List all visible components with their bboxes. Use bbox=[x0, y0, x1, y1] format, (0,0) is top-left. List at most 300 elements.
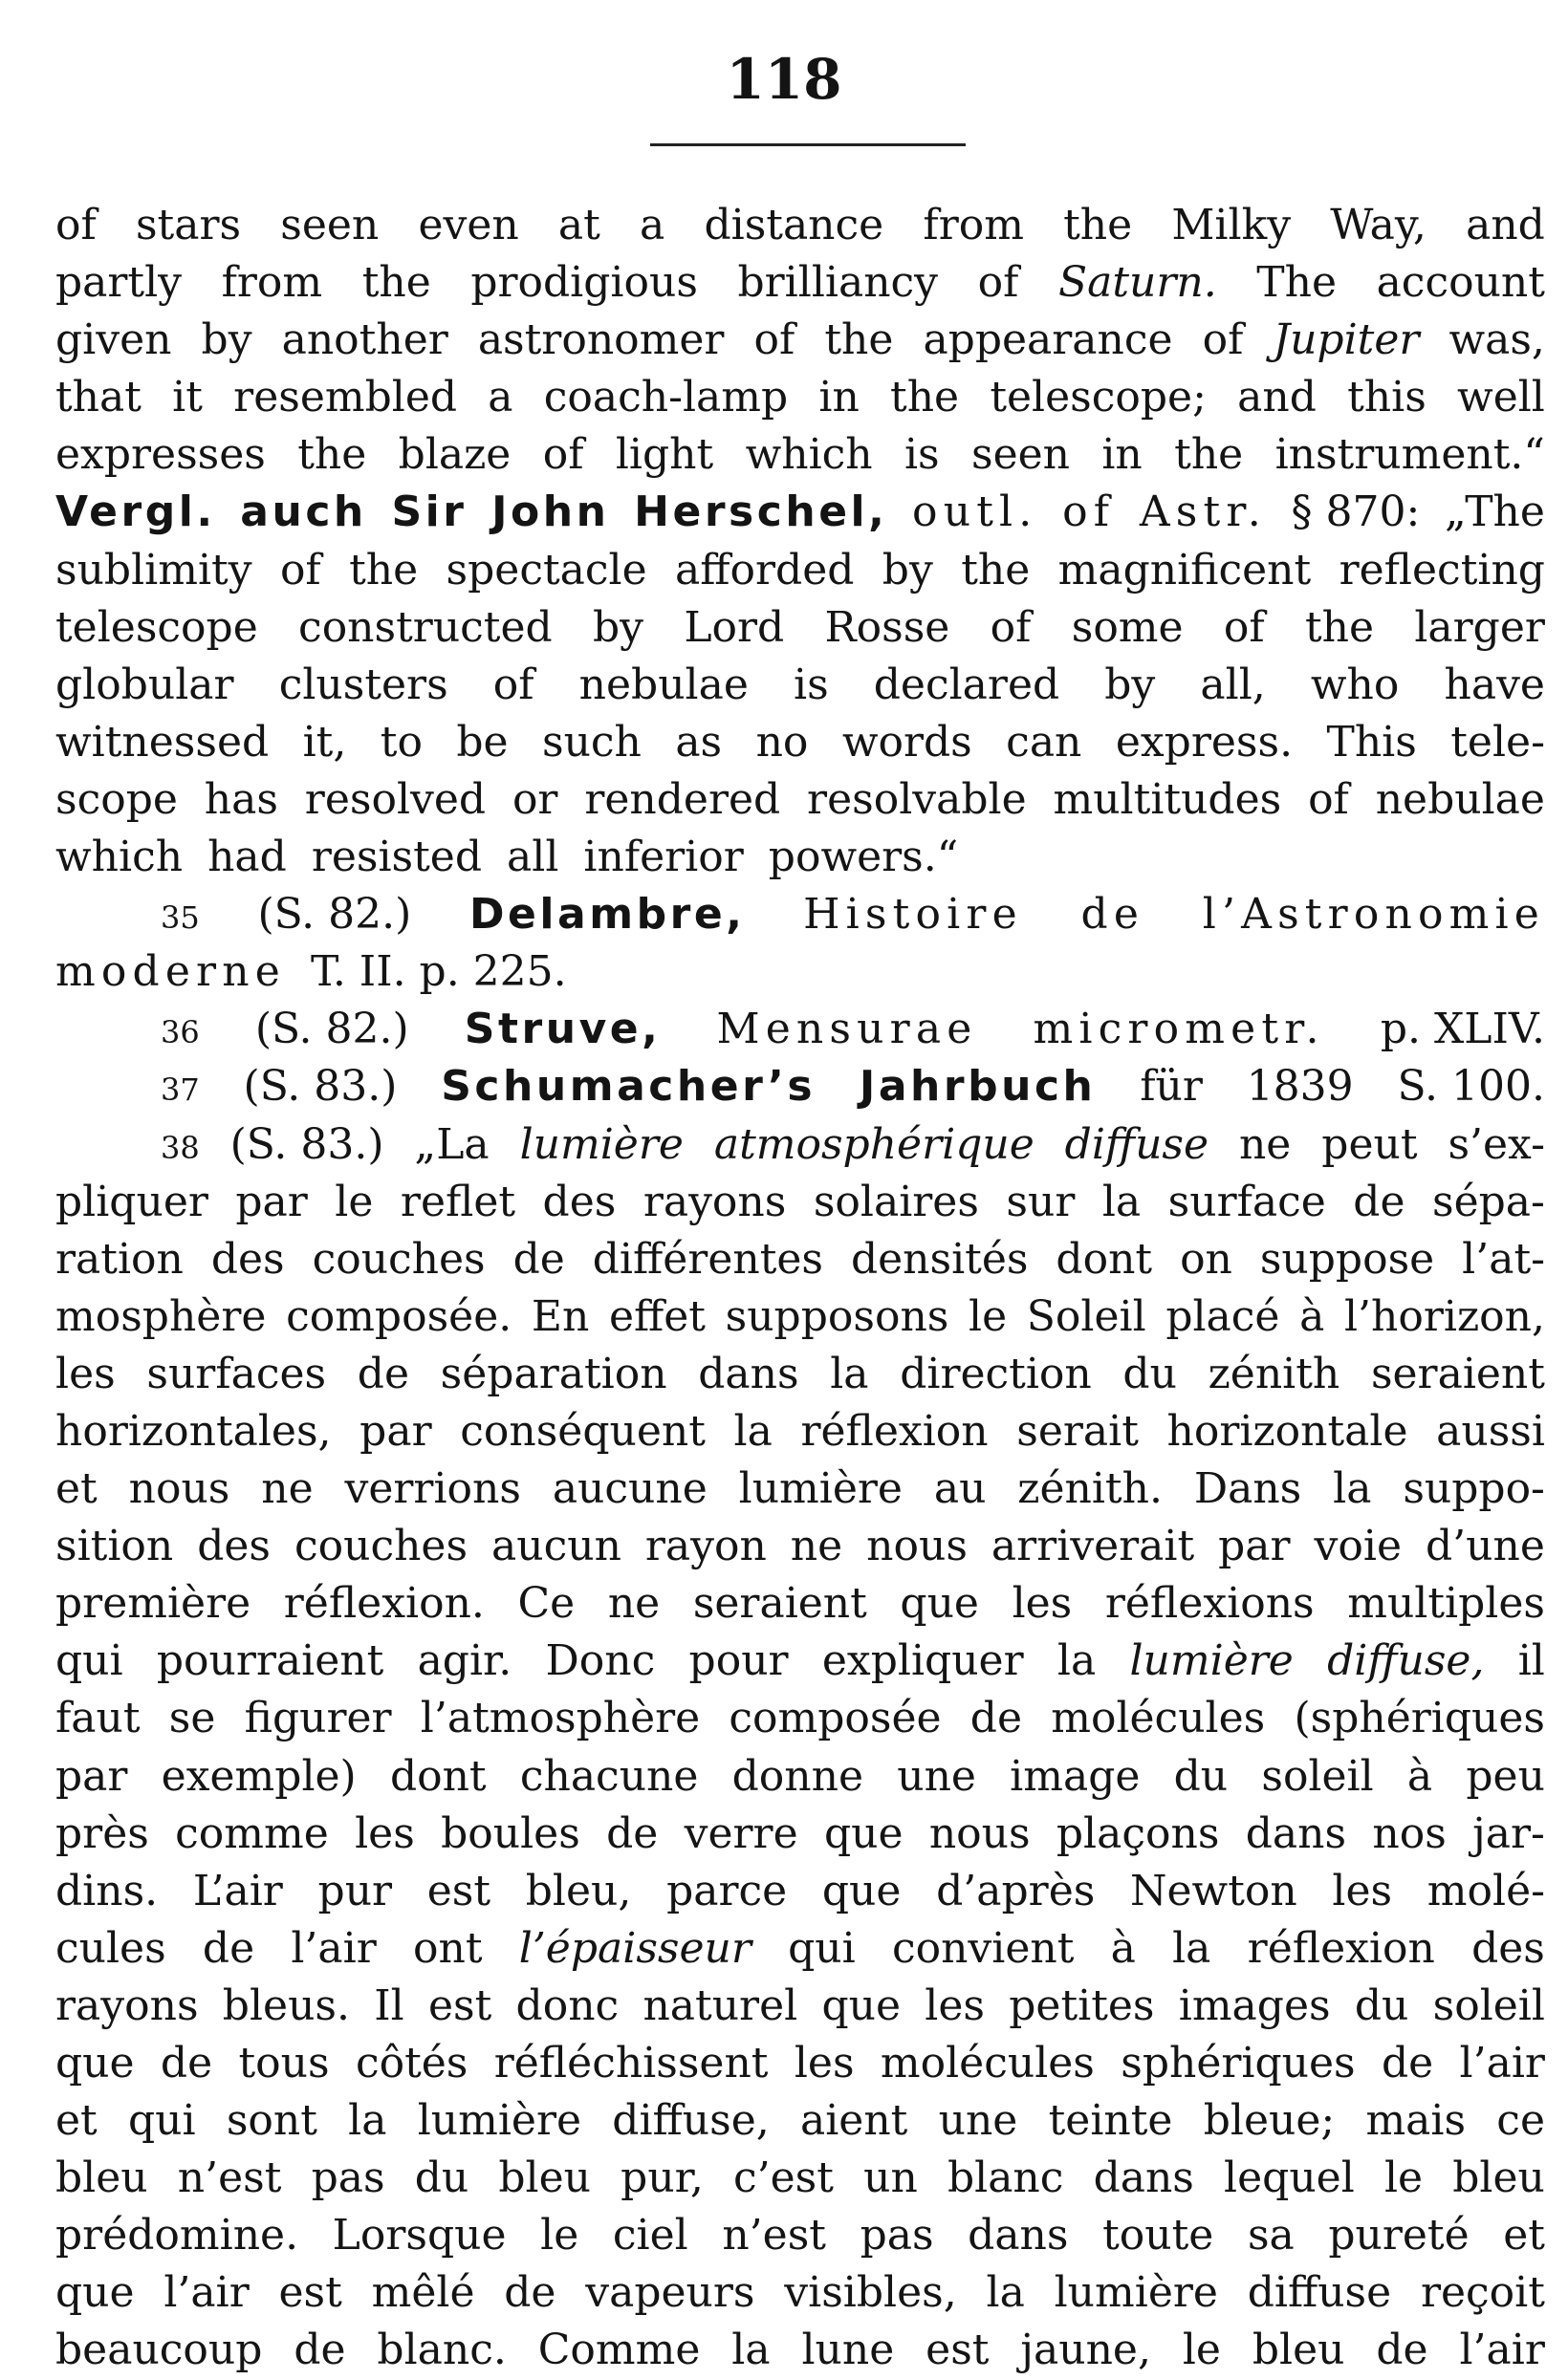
word: brilliancy bbox=[737, 258, 939, 308]
word: it, bbox=[302, 717, 347, 767]
word: par bbox=[55, 1751, 128, 1801]
word: aucune bbox=[552, 1464, 708, 1514]
word: reflecting bbox=[1339, 545, 1545, 595]
word: Jahrbuch bbox=[859, 1062, 1097, 1112]
word: „La bbox=[414, 1119, 490, 1169]
word: nous bbox=[866, 1522, 968, 1571]
word: du bbox=[1173, 1751, 1229, 1801]
word: suppo- bbox=[1403, 1464, 1545, 1514]
word: il bbox=[1517, 1636, 1545, 1686]
word: expliquer bbox=[821, 1636, 1024, 1686]
word: resisted bbox=[311, 833, 483, 882]
word: le bbox=[335, 1177, 374, 1226]
word: lumière bbox=[738, 1464, 903, 1514]
word: de bbox=[202, 1923, 255, 1973]
word: sition bbox=[55, 1522, 174, 1571]
word: the bbox=[1304, 602, 1375, 652]
word: dans bbox=[1245, 1808, 1347, 1858]
text-line bbox=[55, 197, 1545, 254]
word: naturel bbox=[642, 1980, 798, 2030]
word: of bbox=[1202, 315, 1244, 365]
word: Dans bbox=[1193, 1464, 1302, 1514]
word: sphériques bbox=[1121, 2039, 1356, 2088]
word: Vergl. bbox=[55, 487, 216, 537]
word: de bbox=[969, 1694, 1023, 1743]
word: a bbox=[488, 373, 513, 422]
word: surfaces bbox=[146, 1349, 327, 1398]
word: du bbox=[1122, 1349, 1177, 1398]
word: partly bbox=[55, 258, 183, 308]
word: lumière bbox=[417, 2096, 582, 2146]
word: les bbox=[55, 1349, 116, 1398]
word: aucun bbox=[491, 1522, 621, 1571]
word: de bbox=[1381, 2039, 1434, 2088]
word: couches bbox=[312, 1234, 486, 1284]
text-line bbox=[55, 1920, 1545, 1978]
word: cules bbox=[55, 1923, 166, 1973]
word: as bbox=[675, 717, 723, 767]
word: de bbox=[512, 1234, 565, 1284]
text-line bbox=[55, 1518, 1545, 1575]
word: l’atmosphère bbox=[420, 1694, 701, 1743]
word: sont bbox=[226, 2096, 317, 2146]
word: S. 100. bbox=[1397, 1062, 1545, 1112]
word: by bbox=[1104, 660, 1156, 709]
word: l’horizon, bbox=[1343, 1291, 1545, 1341]
word: par bbox=[1218, 1522, 1291, 1571]
word: figurer bbox=[244, 1694, 392, 1743]
word: la bbox=[1101, 1177, 1142, 1226]
text-line bbox=[55, 1690, 1545, 1747]
word: Ce bbox=[517, 1579, 576, 1629]
word: seen bbox=[971, 430, 1070, 480]
word: de bbox=[1353, 1177, 1405, 1226]
word: au bbox=[933, 1464, 987, 1514]
word: coach-lamp bbox=[543, 373, 789, 422]
word: or bbox=[512, 774, 558, 824]
word: première bbox=[55, 1579, 251, 1629]
word: of bbox=[1223, 602, 1265, 652]
word: de bbox=[294, 2326, 346, 2375]
word: pourraient bbox=[156, 1636, 384, 1686]
word: est bbox=[427, 1980, 492, 2030]
word: image bbox=[1010, 1751, 1141, 1801]
word: the bbox=[890, 373, 960, 422]
word: multitudes bbox=[1053, 774, 1282, 824]
word: rayons bbox=[55, 1980, 199, 2030]
word: of bbox=[1308, 774, 1349, 824]
word: s’ex- bbox=[1448, 1119, 1545, 1169]
word: serait bbox=[1016, 1406, 1139, 1456]
word: Lord bbox=[684, 602, 785, 652]
word: d’une bbox=[1425, 1522, 1545, 1571]
word: Way, bbox=[1330, 201, 1426, 249]
word: lumière bbox=[1054, 2268, 1218, 2318]
word: some bbox=[1071, 602, 1184, 652]
word: la bbox=[1056, 1636, 1097, 1686]
word: of bbox=[492, 660, 534, 709]
word: had bbox=[207, 833, 287, 882]
word: les bbox=[794, 2039, 855, 2088]
word: composée bbox=[729, 1694, 942, 1743]
word: se bbox=[168, 1694, 216, 1743]
word: la bbox=[830, 1349, 869, 1398]
word: pur, bbox=[621, 2153, 704, 2203]
word: Soleil bbox=[1026, 1291, 1146, 1341]
word: à bbox=[1406, 1751, 1433, 1801]
word: Herschel, bbox=[634, 487, 888, 537]
word: jaune, bbox=[1020, 2326, 1151, 2375]
word: „The bbox=[1444, 487, 1545, 537]
word: un bbox=[863, 2153, 918, 2203]
word: rayon bbox=[644, 1522, 767, 1571]
word: all, bbox=[1200, 660, 1266, 709]
word: horizontales, bbox=[55, 1406, 332, 1456]
word: de bbox=[357, 1349, 409, 1398]
word: aussi bbox=[1436, 1406, 1545, 1456]
word: pas bbox=[311, 2153, 385, 2203]
word: witnessed bbox=[55, 717, 270, 767]
word: bleu, bbox=[525, 1866, 632, 1915]
word: vapeurs bbox=[585, 2268, 755, 2318]
header-rule bbox=[650, 143, 966, 146]
word: of bbox=[753, 315, 795, 365]
word: astronomer bbox=[477, 315, 725, 365]
word: qui bbox=[788, 1923, 856, 1973]
word: on bbox=[1180, 1234, 1232, 1284]
word: ce bbox=[1496, 2096, 1545, 2146]
word: this bbox=[1347, 373, 1426, 422]
word: réfléchissent bbox=[493, 2039, 769, 2088]
word: est bbox=[926, 2326, 990, 2375]
word: micrometr. bbox=[1033, 1005, 1325, 1054]
word: est bbox=[278, 2268, 342, 2318]
word: diffuse bbox=[1064, 1119, 1209, 1169]
word: from bbox=[923, 201, 1024, 249]
text-line bbox=[55, 312, 1545, 369]
word: outl. bbox=[912, 487, 1038, 537]
word: d’après bbox=[936, 1866, 1096, 1915]
word: couches bbox=[294, 1522, 468, 1571]
word: sépa- bbox=[1432, 1177, 1545, 1226]
word: Schumacher’s bbox=[441, 1062, 817, 1112]
word: donc bbox=[515, 1980, 620, 2030]
text-line bbox=[55, 2035, 1545, 2092]
word: of bbox=[990, 602, 1032, 652]
word: the bbox=[297, 430, 367, 480]
word: of bbox=[977, 258, 1019, 308]
word: lumière bbox=[519, 1119, 684, 1169]
text-line bbox=[55, 1575, 1545, 1633]
word: Milky bbox=[1171, 201, 1292, 249]
word: 36 bbox=[161, 1014, 200, 1051]
text-line bbox=[55, 369, 1545, 426]
text-line bbox=[55, 1346, 1545, 1403]
word: afforded bbox=[675, 545, 855, 595]
word: des bbox=[197, 1522, 271, 1571]
word: une bbox=[897, 1751, 976, 1801]
word: powers.“ bbox=[768, 833, 959, 882]
word: appearance bbox=[923, 315, 1173, 365]
word: Sir bbox=[391, 487, 468, 537]
word: T. II. p. 225. bbox=[310, 947, 567, 997]
word: l’Astronomie bbox=[1202, 890, 1545, 940]
text-line bbox=[55, 1863, 1545, 1920]
word: diffuse, bbox=[1327, 1636, 1485, 1686]
word: ration bbox=[55, 1234, 184, 1284]
word: faut bbox=[55, 1694, 141, 1743]
text-line bbox=[55, 886, 1545, 943]
word: multiples bbox=[1347, 1579, 1545, 1629]
word: lumière bbox=[1129, 1636, 1294, 1686]
word: which bbox=[745, 430, 873, 480]
word: zénith. bbox=[1017, 1464, 1163, 1514]
text-line bbox=[55, 1403, 1545, 1460]
text-line bbox=[55, 599, 1545, 657]
word: Donc bbox=[545, 1636, 656, 1686]
text-line bbox=[55, 426, 1545, 484]
word: tele- bbox=[1450, 717, 1545, 767]
word: donne bbox=[731, 1751, 864, 1801]
word: et bbox=[1503, 2211, 1545, 2261]
word: n’est bbox=[177, 2153, 282, 2203]
word: petites bbox=[1009, 1980, 1155, 2030]
word: Il bbox=[374, 1980, 404, 2030]
text-line bbox=[55, 771, 1545, 829]
word: scope bbox=[55, 774, 178, 824]
word: nous bbox=[128, 1464, 230, 1514]
word: teinte bbox=[1048, 2096, 1173, 2146]
word: chacune bbox=[519, 1751, 699, 1801]
word: telescope; bbox=[990, 373, 1207, 422]
word: prédomine. bbox=[55, 2211, 299, 2261]
word: another bbox=[281, 315, 448, 365]
word: différentes bbox=[592, 1234, 824, 1284]
word: distance bbox=[704, 201, 884, 249]
text-line bbox=[55, 1058, 1545, 1115]
word: les bbox=[355, 1808, 415, 1858]
word: was, bbox=[1448, 315, 1545, 365]
word: En bbox=[531, 1291, 590, 1341]
word: sur bbox=[1006, 1177, 1076, 1226]
word: auch bbox=[240, 487, 367, 537]
word: à bbox=[1110, 1923, 1136, 1973]
word: molé- bbox=[1426, 1866, 1545, 1915]
word: seraient bbox=[692, 1579, 867, 1629]
word: moderne bbox=[55, 947, 286, 997]
word: no bbox=[755, 717, 809, 767]
word: mêlé bbox=[371, 2268, 475, 2318]
page-text bbox=[55, 197, 1545, 2380]
word: (S. 83.) bbox=[243, 1062, 398, 1112]
word: et bbox=[55, 1464, 98, 1514]
word: le bbox=[540, 2211, 579, 2261]
word: account bbox=[1376, 258, 1545, 308]
word: larger bbox=[1414, 602, 1545, 652]
word: has bbox=[204, 774, 278, 824]
word: de bbox=[1376, 2326, 1428, 2375]
word: mosphère bbox=[55, 1291, 267, 1341]
word: für bbox=[1140, 1062, 1203, 1112]
word: all bbox=[507, 833, 559, 882]
word: light bbox=[615, 430, 714, 480]
word: rayons bbox=[642, 1177, 787, 1226]
word: pureté bbox=[1328, 2211, 1470, 2261]
word: express. bbox=[1115, 717, 1294, 767]
word: Astr. bbox=[1139, 487, 1267, 537]
word: expresses bbox=[55, 430, 266, 480]
word: soleil bbox=[1432, 1980, 1545, 2030]
word: composée. bbox=[286, 1291, 512, 1341]
word: l’at- bbox=[1462, 1234, 1545, 1284]
word: l’air bbox=[163, 2268, 250, 2318]
word: blaze bbox=[398, 430, 512, 480]
word: that bbox=[55, 373, 142, 422]
word: bleu bbox=[498, 2153, 591, 2203]
word: comme bbox=[175, 1808, 329, 1858]
word: telescope bbox=[55, 602, 258, 652]
word: ont bbox=[413, 1923, 483, 1973]
word: par bbox=[359, 1406, 432, 1456]
word: This bbox=[1326, 717, 1417, 767]
word: clusters bbox=[278, 660, 448, 709]
text-line bbox=[55, 2092, 1545, 2150]
word: que bbox=[823, 1808, 904, 1858]
word: in bbox=[818, 373, 860, 422]
word: John bbox=[491, 487, 610, 537]
text-line bbox=[55, 1288, 1545, 1346]
word: dins. bbox=[55, 1866, 159, 1915]
word: que bbox=[55, 2039, 135, 2088]
word: ne bbox=[261, 1464, 314, 1514]
text-line bbox=[55, 714, 1545, 771]
word: le bbox=[969, 1291, 1008, 1341]
word: suppose bbox=[1259, 1234, 1435, 1284]
word: pliquer bbox=[55, 1177, 208, 1226]
word: dont bbox=[1056, 1234, 1153, 1284]
word: zénith bbox=[1208, 1349, 1340, 1398]
word: rendered bbox=[584, 774, 781, 824]
word: the bbox=[824, 315, 894, 365]
word: blanc. bbox=[377, 2326, 507, 2375]
word: at bbox=[557, 201, 600, 249]
word: la bbox=[733, 1406, 773, 1456]
text-line bbox=[55, 2207, 1545, 2264]
word: well bbox=[1457, 373, 1545, 422]
word: by bbox=[592, 602, 644, 652]
text-line bbox=[55, 2322, 1545, 2379]
word: côtés bbox=[355, 2039, 468, 2088]
word: (S. 82.) bbox=[254, 1005, 409, 1054]
word: de bbox=[504, 2268, 556, 2318]
word: atmosphérique bbox=[713, 1119, 1034, 1169]
text-line bbox=[55, 2264, 1545, 2322]
word: Saturn. bbox=[1057, 258, 1217, 308]
word: bleus. bbox=[222, 1980, 350, 2030]
word: magnificent bbox=[1057, 545, 1312, 595]
word: Histoire bbox=[803, 890, 1023, 940]
text-line bbox=[55, 1116, 1545, 1174]
word: surface bbox=[1167, 1177, 1326, 1226]
word: l’épaisseur bbox=[518, 1923, 751, 1973]
word: arriverait bbox=[991, 1522, 1195, 1571]
word: Rosse bbox=[824, 602, 950, 652]
text-line bbox=[55, 1978, 1545, 2035]
text-line bbox=[55, 1001, 1545, 1058]
word: pur bbox=[317, 1866, 393, 1915]
word: Mensurae bbox=[716, 1005, 978, 1054]
word: la bbox=[348, 2096, 387, 2146]
word: diffuse, bbox=[612, 2096, 770, 2146]
word: inferior bbox=[583, 833, 744, 882]
word: it bbox=[172, 373, 203, 422]
word: des bbox=[542, 1177, 617, 1226]
word: Newton bbox=[1130, 1866, 1297, 1915]
text-line bbox=[55, 657, 1545, 714]
word: Delambre, bbox=[469, 890, 746, 940]
word: des bbox=[210, 1234, 285, 1284]
word: the bbox=[361, 258, 431, 308]
word: peut bbox=[1321, 1119, 1418, 1169]
word: de bbox=[160, 2039, 213, 2088]
word: Lorsque bbox=[332, 2211, 507, 2261]
word: le bbox=[1383, 2153, 1424, 2203]
word: images bbox=[1178, 1980, 1331, 2030]
word: l’air bbox=[1459, 2039, 1545, 2088]
word: (S. 83.) bbox=[229, 1119, 384, 1169]
word: be bbox=[456, 717, 509, 767]
word: blanc bbox=[947, 2153, 1064, 2203]
word: declared bbox=[873, 660, 1060, 709]
word: globular bbox=[55, 660, 234, 709]
word: bleu bbox=[1252, 2326, 1345, 2375]
word: verre bbox=[684, 1808, 798, 1858]
word: (sphériques bbox=[1294, 1694, 1545, 1743]
word: direction bbox=[900, 1349, 1092, 1398]
word: reflet bbox=[400, 1177, 516, 1226]
word: § 870: bbox=[1291, 487, 1421, 537]
word: lune bbox=[801, 2326, 895, 2375]
word: from bbox=[221, 258, 323, 308]
word: mais bbox=[1365, 2096, 1467, 2146]
word: réflexion bbox=[800, 1406, 989, 1456]
word: dans bbox=[1093, 2153, 1194, 2203]
word: to bbox=[380, 717, 423, 767]
word: la bbox=[1172, 1923, 1211, 1973]
word: qui bbox=[127, 2096, 196, 2146]
text-line bbox=[55, 542, 1545, 599]
word: Jupiter bbox=[1273, 315, 1420, 365]
word: densités bbox=[850, 1234, 1029, 1284]
word: resolvable bbox=[807, 774, 1027, 824]
word: bleu bbox=[1452, 2153, 1545, 2203]
word: exemple) bbox=[161, 1751, 357, 1801]
text-line bbox=[55, 1633, 1545, 1690]
word: bleu bbox=[55, 2153, 148, 2203]
word: seraient bbox=[1370, 1349, 1545, 1398]
word: réflexion bbox=[1247, 1923, 1435, 1973]
word: (S. 82.) bbox=[257, 890, 412, 940]
word: words bbox=[841, 717, 972, 767]
word: instrument.“ bbox=[1274, 430, 1545, 480]
word: par bbox=[235, 1177, 308, 1226]
word: is bbox=[794, 660, 829, 709]
word: 38 bbox=[161, 1129, 200, 1166]
text-line bbox=[55, 1806, 1545, 1863]
word: of bbox=[279, 545, 321, 595]
word: voie bbox=[1314, 1522, 1403, 1571]
word: la bbox=[986, 2268, 1025, 2318]
